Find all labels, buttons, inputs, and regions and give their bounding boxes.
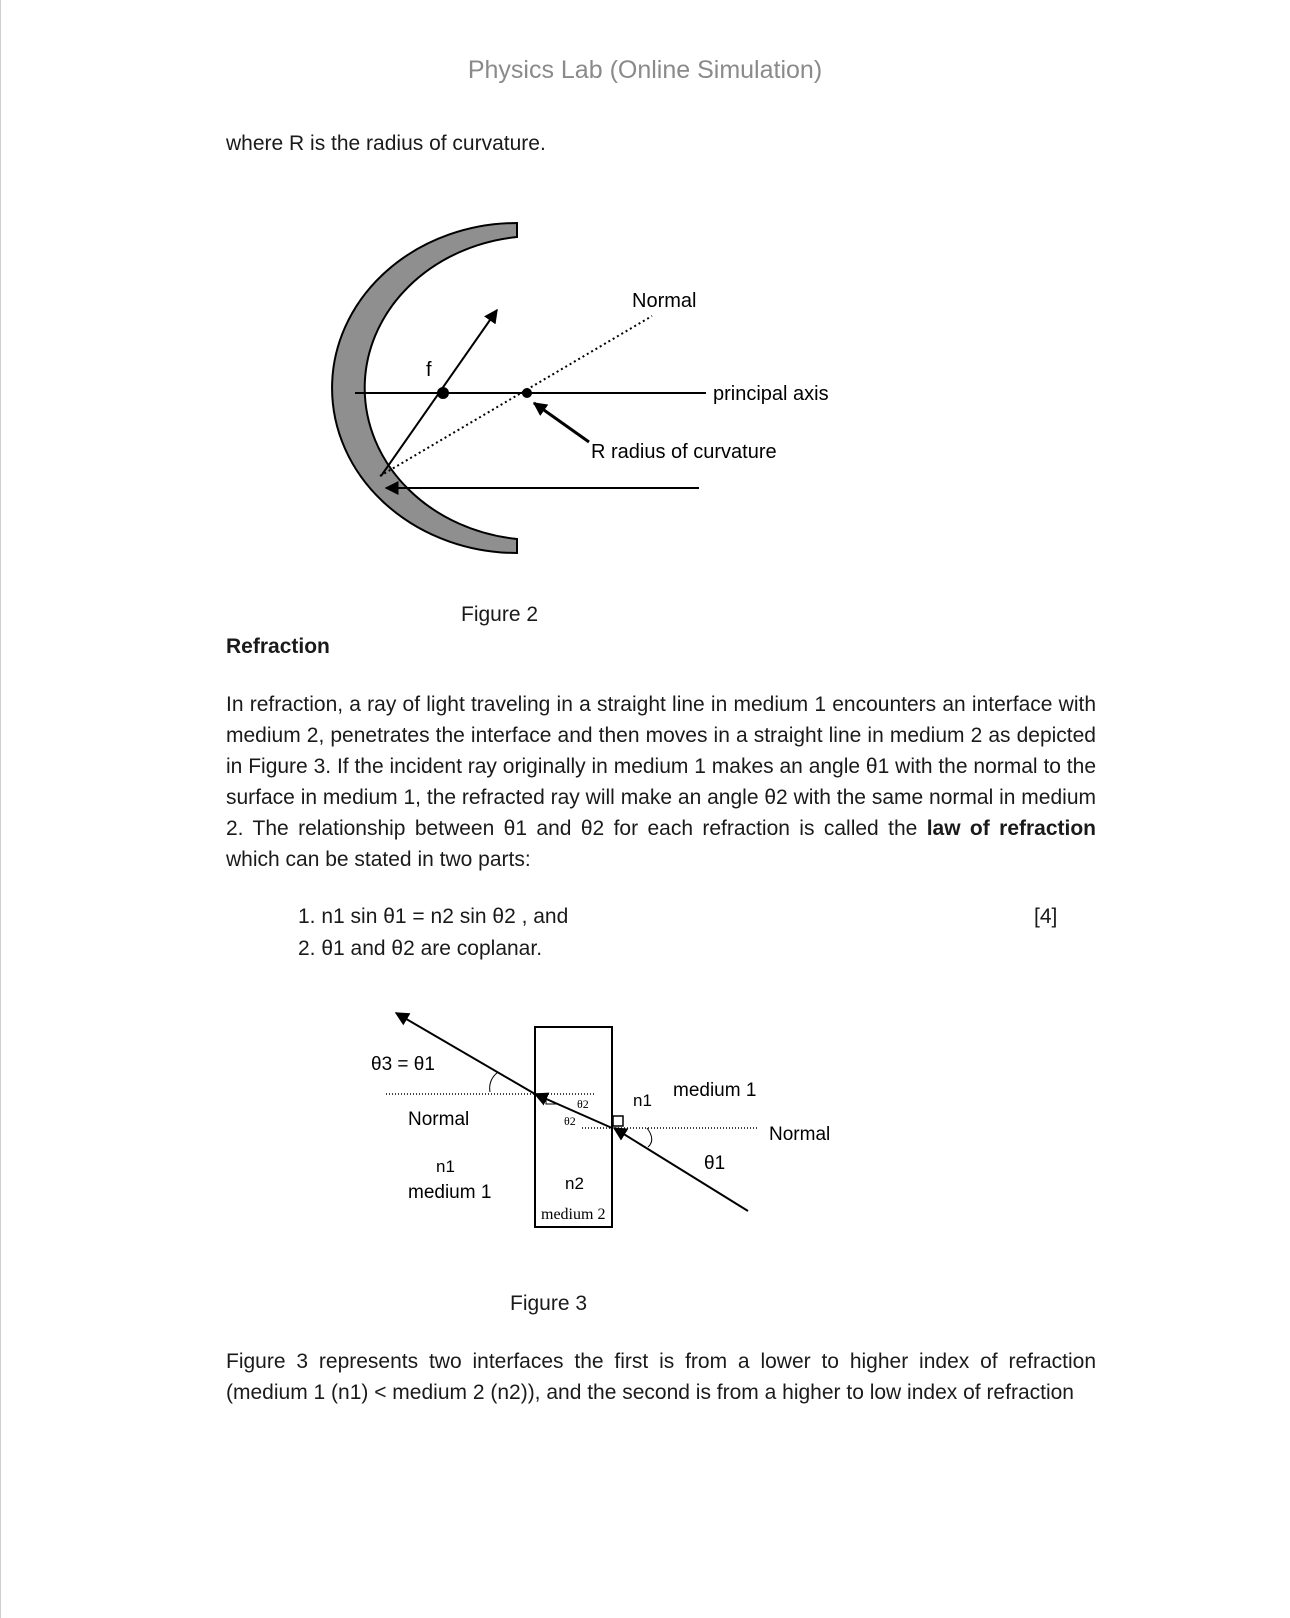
center-of-curvature-dot	[522, 388, 532, 398]
figure-3-diagram	[0, 1000, 900, 1260]
label-n1-right: n1	[633, 1091, 652, 1110]
law-item-2: 2. θ1 and θ2 are coplanar.	[298, 937, 543, 960]
figure-2-diagram	[0, 210, 900, 610]
concave-mirror	[332, 223, 517, 553]
label-medium1-right: medium 1	[673, 1080, 757, 1101]
theta1-angle-arc	[647, 1128, 652, 1147]
label-medium2: medium 2	[541, 1206, 606, 1223]
label-normal-right: Normal	[769, 1124, 831, 1145]
paragraph-text-part1: In refraction, a ray of light traveling in a straight line in medium 1 encounters an interface with medium 2, penetrates the interface and then moves in a straight line in medium 2 as depicted in Figure 3. If the incident ray originally in medium 1 makes an angle θ1 with the normal to the surface in medium 1, the refracted ray will make an angle θ2 with the same normal in medium 2. The relationship between θ1 and θ2 for each refraction is called the	[226, 693, 1096, 840]
figure-3-description-paragraph: Figure 3 represents two interfaces the first is from a lower to higher index of refraction (medium 1 (n1) < medium 2 (n2)), and the second is from a higher to low index of refraction	[226, 1350, 1096, 1404]
paragraph-text-part2: which can be stated in two parts:	[226, 848, 531, 871]
label-n2: n2	[565, 1174, 584, 1193]
label-theta2-lower: θ2	[564, 1114, 576, 1128]
section-heading-refraction: Refraction	[226, 635, 330, 658]
law-item-1: 1. n1 sin θ1 = n2 sin θ2 , and	[298, 905, 569, 928]
label-normal-left: Normal	[408, 1109, 470, 1130]
theta3-angle-arc	[490, 1072, 498, 1092]
figure-2-caption: Figure 2	[461, 603, 539, 626]
label-theta1-right: θ1	[704, 1153, 726, 1174]
label-principal-axis: principal axis	[713, 383, 829, 405]
figure-3-caption: Figure 3	[510, 1292, 588, 1315]
reference-number: [4]	[1034, 905, 1058, 928]
label-focal-point: f	[426, 359, 432, 381]
focal-point-dot	[437, 387, 449, 399]
radius-pointer-arrow	[534, 403, 589, 442]
law-of-refraction-term: law of refraction	[926, 817, 1097, 840]
label-theta3-equals-theta1: θ3 = θ1	[371, 1054, 435, 1075]
label-radius-of-curvature: R radius of curvature	[591, 441, 777, 463]
label-n1-left: n1	[436, 1157, 455, 1176]
right-angle-marker	[613, 1116, 623, 1126]
incident-ray	[614, 1128, 748, 1211]
page-header-title: Physics Lab (Online Simulation)	[467, 56, 823, 84]
intro-line: where R is the radius of curvature.	[226, 132, 546, 155]
label-normal: Normal	[632, 290, 697, 312]
label-medium1-left: medium 1	[408, 1182, 492, 1203]
label-theta2-upper: θ2	[577, 1097, 589, 1111]
refraction-paragraph	[226, 689, 1096, 875]
